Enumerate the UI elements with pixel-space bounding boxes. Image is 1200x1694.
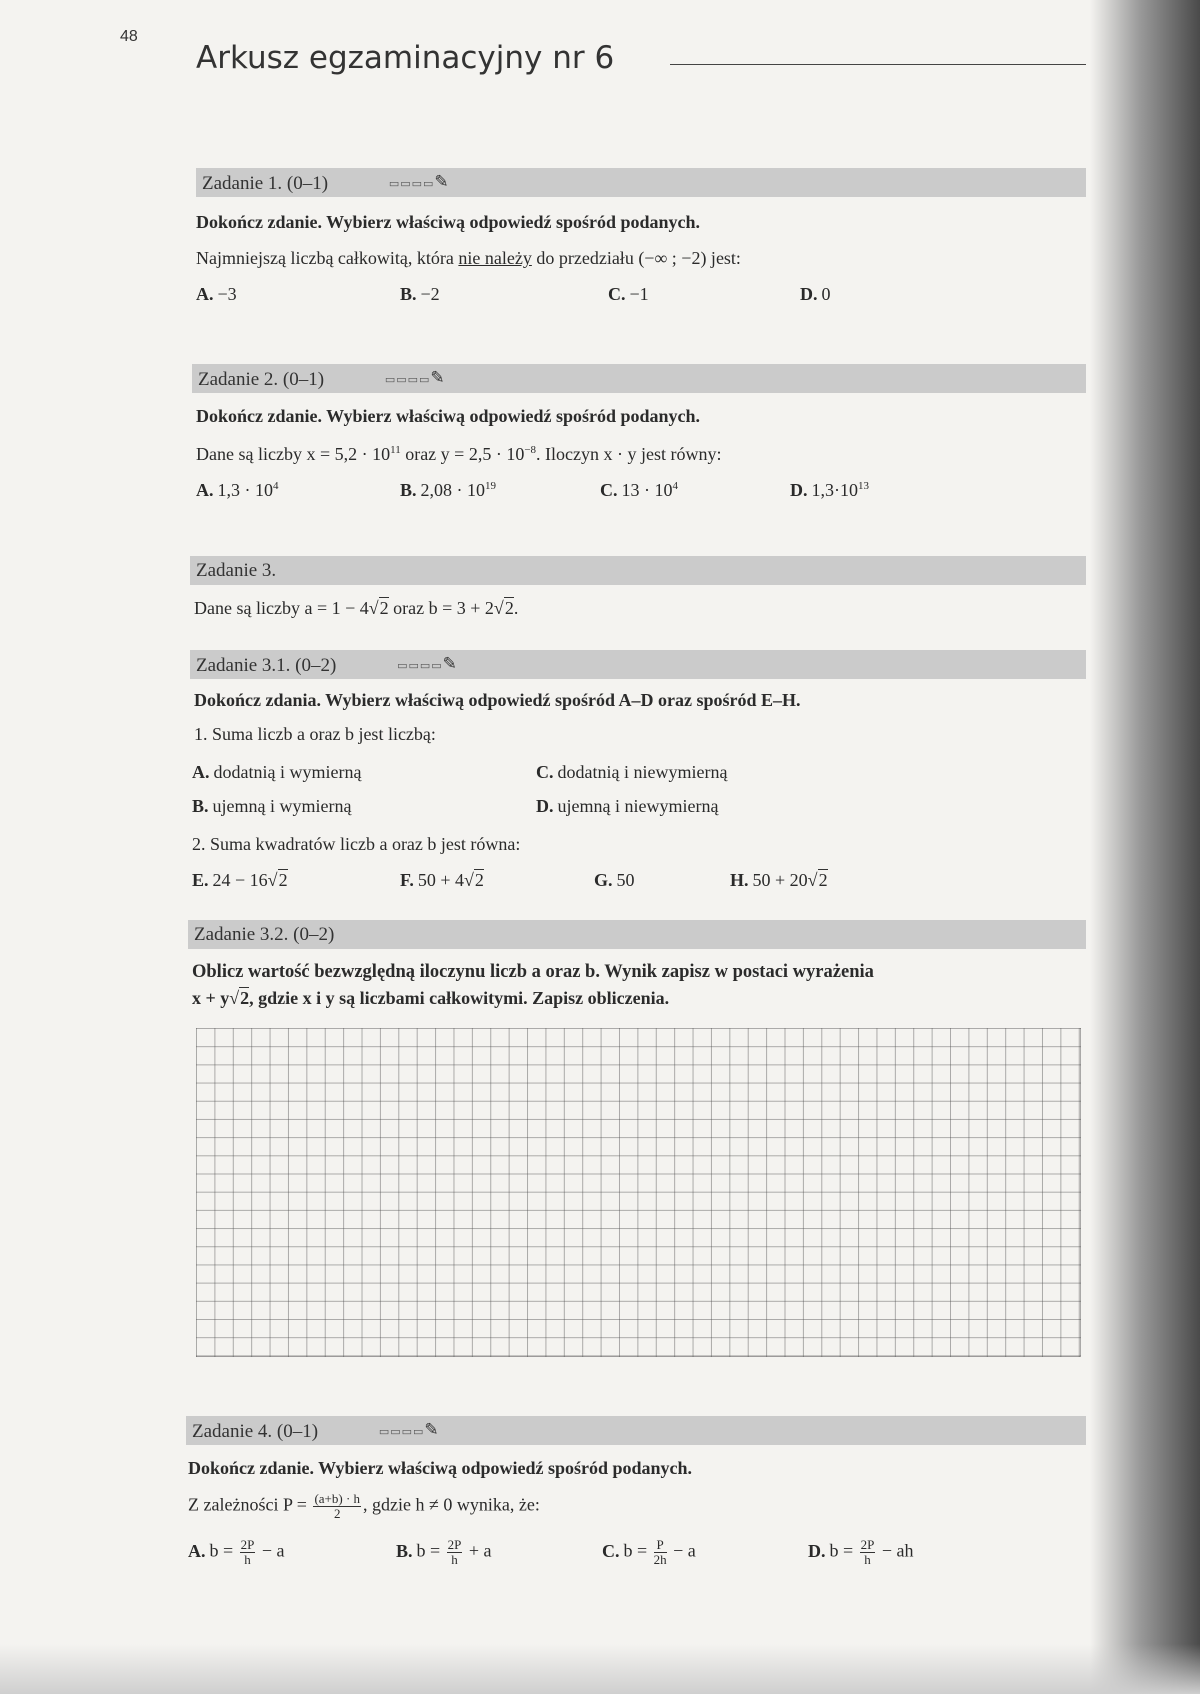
task-4-answer-a[interactable]: A. b = $\frac{2P}{h}$ − a (188, 1537, 285, 1567)
task-3-1-answer-g[interactable]: G. 50 (594, 870, 635, 890)
page-title: Arkusz egzaminacyjny nr 6 (196, 40, 615, 76)
task-1-header: Zadanie 1. (0–1) ▭▭▭▭✎ (196, 168, 1086, 197)
task-3-1-answer-a[interactable]: A. dodatnią i wymierną (192, 762, 362, 782)
task-1-answer-c[interactable]: C. −1 (608, 284, 649, 304)
answer-grid[interactable] (196, 1028, 1081, 1357)
task-1-instruction: Dokończ zdanie. Wybierz właściwą odpowiedź spośród podanych. (196, 212, 701, 232)
task-3-1-question-1: 1. Suma liczb a oraz b jest liczbą: (194, 724, 436, 744)
task-2-answer-c[interactable]: C. $13 \cdot 10^4$ (600, 480, 678, 500)
task-4-answer-b[interactable]: B. b = $\frac{2P}{h}$ + a (396, 1537, 492, 1567)
task-1-answer-a[interactable]: A. −3 (196, 284, 237, 304)
page-edge-shadow (1090, 0, 1200, 1694)
task-2-answer-b[interactable]: B. $2,08 \cdot 10^{19}$ (400, 480, 497, 500)
task-4-answer-d[interactable]: D. b = $\frac{2P}{h}$ − ah (808, 1537, 914, 1567)
task-3-1-answer-e[interactable]: E. 24 − 16√2 (192, 870, 288, 890)
task-2-instruction: Dokończ zdanie. Wybierz właściwą odpowiedź spośród podanych. (196, 406, 701, 426)
pencil-icon: ▭▭▭▭✎ (378, 1420, 439, 1440)
title-rule (670, 64, 1086, 65)
pencil-icon: ▭▭▭▭✎ (384, 368, 445, 388)
page-bottom-shade (0, 1644, 1200, 1694)
task-3-1-answer-d[interactable]: D. ujemną i niewymierną (536, 796, 719, 816)
task-3-1-answer-f[interactable]: F. 50 + 4√2 (400, 870, 484, 890)
page-number: 48 (120, 28, 138, 45)
task-4-answer-c[interactable]: C. b = $\frac{P}{2h}$ − a (602, 1537, 696, 1567)
pencil-icon: ▭▭▭▭✎ (388, 172, 449, 192)
task-2-answer-a[interactable]: A. $1,3 \cdot 10^4$ (196, 480, 279, 500)
task-4-instruction: Dokończ zdanie. Wybierz właściwą odpowiedź spośród podanych. (188, 1458, 693, 1478)
task-3-2-instruction-line-1: Oblicz wartość bezwzględną iloczynu liczb a oraz b. Wynik zapisz w postaci wyrażenia (192, 962, 874, 982)
task-1-question: Najmniejszą liczbą całkowitą, która nie należy do przedziału (−∞ ; −2) jest: (196, 248, 741, 268)
task-3-2-instruction-line-2: x + y√2, gdzie x i y są liczbami całkowitymi. Zapisz obliczenia. (192, 988, 670, 1008)
task-3-2-header: Zadanie 3.2. (0–2) (188, 920, 1086, 949)
task-1-answer-b[interactable]: B. −2 (400, 284, 440, 304)
task-4-question: Z zależności P = $\frac{(a+b) \cdot h}{2}$ , gdzie h ≠ 0 wynika, że: (188, 1491, 540, 1521)
task-1-answer-d[interactable]: D. 0 (800, 284, 831, 304)
task-3-1-instruction: Dokończ zdania. Wybierz właściwą odpowiedź spośród A–D oraz spośród E–H. (194, 690, 801, 710)
task-3-header: Zadanie 3. (190, 556, 1086, 585)
task-3-stem: Dane są liczby a = 1 − 4√2 oraz b = 3 + 2√2. (194, 598, 519, 618)
task-2-answer-d[interactable]: D. $1,3\cdot 10^{13}$ (790, 480, 869, 500)
task-2-header: Zadanie 2. (0–1) ▭▭▭▭✎ (192, 364, 1086, 393)
task-3-1-header: Zadanie 3.1. (0–2) ▭▭▭▭✎ (190, 650, 1086, 679)
pencil-icon: ▭▭▭▭✎ (397, 654, 457, 674)
task-3-1-answer-b[interactable]: B. ujemną i wymierną (192, 796, 352, 816)
task-3-1-question-2: 2. Suma kwadratów liczb a oraz b jest równa: (192, 834, 521, 854)
task-3-1-answer-h[interactable]: H. 50 + 20√2 (730, 870, 828, 890)
task-4-header: Zadanie 4. (0–1) ▭▭▭▭✎ (186, 1416, 1086, 1445)
task-3-1-answer-c[interactable]: C. dodatnią i niewymierną (536, 762, 728, 782)
task-2-question: Dane są liczby $x = 5,2 \cdot 10^{11}$ oraz $y = 2,5 \cdot 10^{-8}$. Iloczyn x · y jest równy: (196, 444, 722, 464)
